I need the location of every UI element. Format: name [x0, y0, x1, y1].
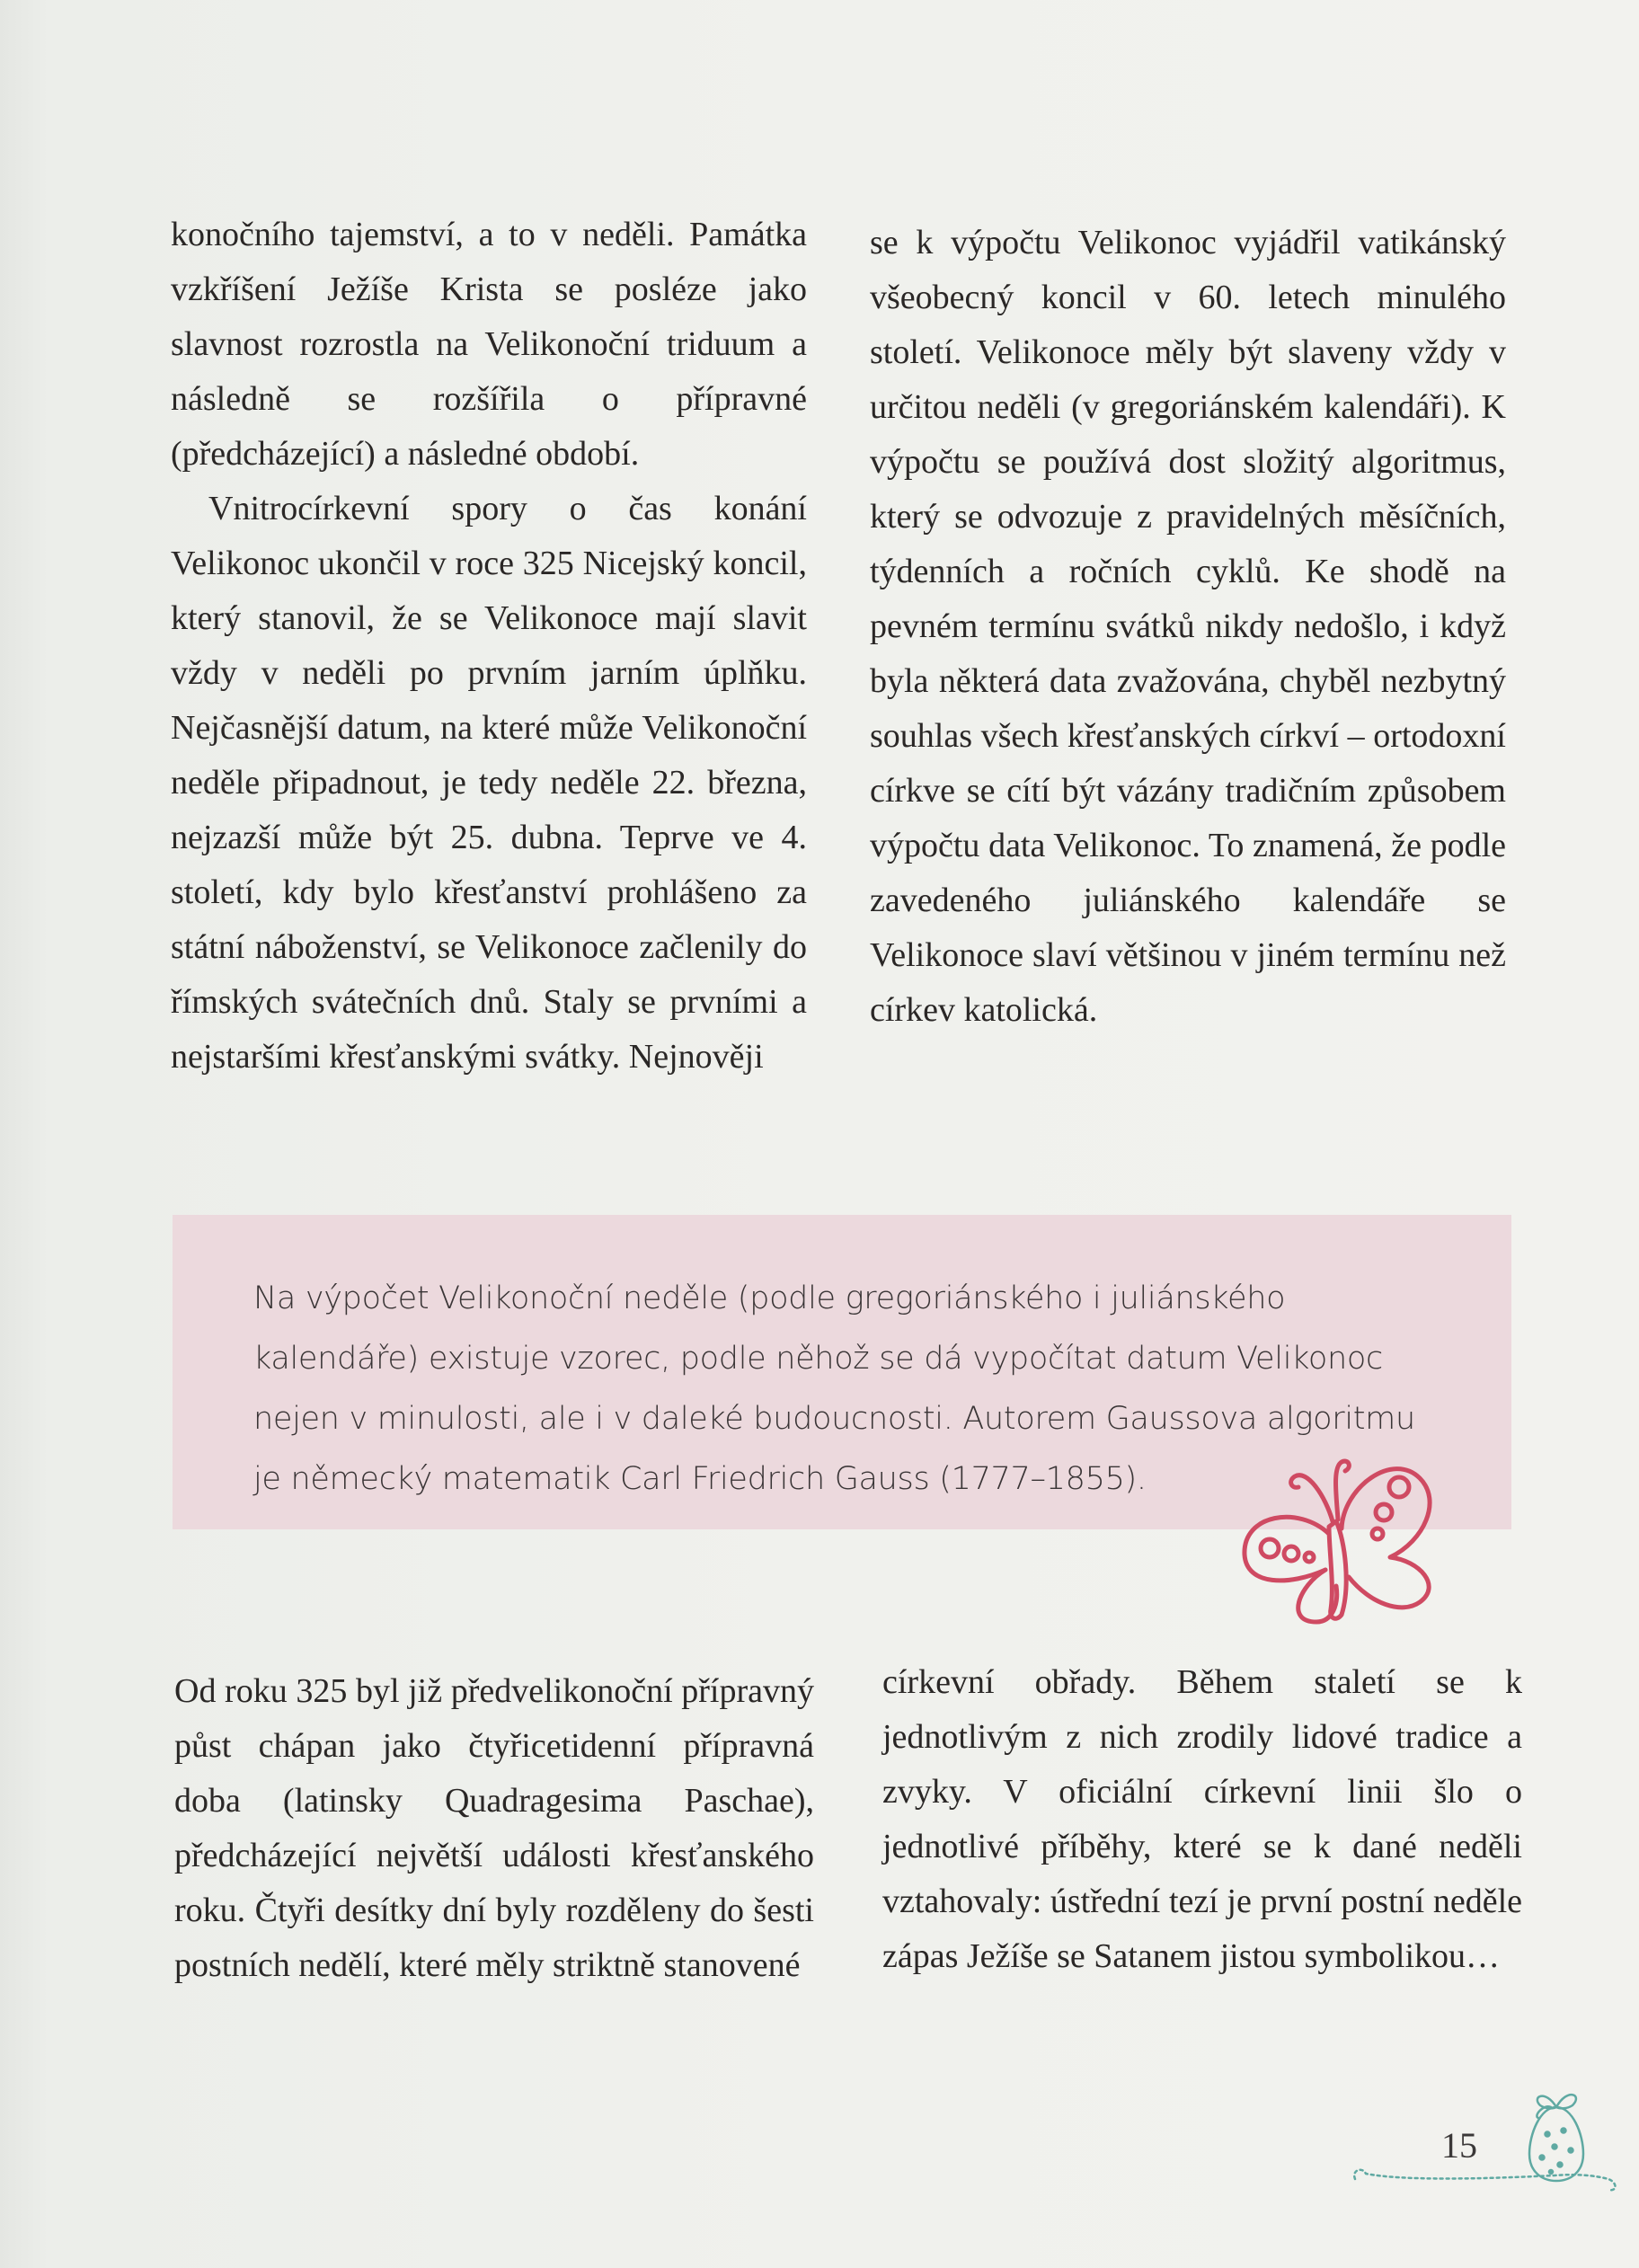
- column-top-left: [171, 208, 807, 1085]
- page-number: 15: [1441, 2125, 1477, 2166]
- paragraph: konočního tajemství, a to v neděli. Památka vzkříšení Ježíše Krista se posléze jako slavnost rozrostla na Velikonoční triduum a následně se rozšířila o přípravné (předcházející) a následné období.: [171, 216, 807, 473]
- paragraph: církevní obřady. Během staletí se k jednotlivým z nich zrodily lidové tradice a zvyky. V oficiální církevní linii šlo o jednotlivé příběhy, které se k dané neděli vztahovaly: ústřední tezí je první postní neděle zápas Ježíše se Satanem jistou symbolikou…: [882, 1663, 1522, 1975]
- butterfly-icon: [1236, 1451, 1451, 1631]
- paragraph: Vnitrocírkevní spory o čas konání Velikonoc ukončil v roce 325 Nicejský koncil, který stanovil, že se Velikonoce mají slavit vždy v neděli po prvním jarním úplňku. Nejčasnější datum, na které může Velikonoční neděle připadnout, je tedy neděle 22. března, nejzazší může být 25. dubna. Teprve ve 4. století, kdy bylo křesťanství prohlášeno za státní náboženství, se Velikonoce začlenily do římských svátečních dnů. Staly se prvními a nejstaršími křesťanskými svátky. Nejnověji: [171, 490, 807, 1076]
- column-bottom-left: [174, 1664, 814, 1993]
- paragraph: Od roku 325 byl již předvelikonoční přípravný půst chápan jako čtyřicetidenní přípravná doba (latinsky Quadragesima Paschae), předcházející největší události křesťanského roku. Čtyři desítky dní byly rozděleny do šesti postních nedělí, které měly striktně stanovené: [174, 1672, 814, 1984]
- column-bottom-right: [882, 1655, 1522, 1984]
- easter-egg-icon: [1348, 2044, 1626, 2224]
- paragraph: se k výpočtu Velikonoc vyjádřil vatikánský všeobecný koncil v 60. letech minulého století. Velikonoce měly být slaveny vždy v určitou neděli (v gregoriánském kalendáři). K výpočtu se používá dost složitý algoritmus, který se odvozuje z pravidelných měsíčních, týdenních a ročních cyklů. Ke shodě na pevném termínu svátků nikdy nedošlo, i když byla některá data zvažována, chyběl nezbytný souhlas všech křesťanských církví – ortodoxní církve se cítí být vázány tradičním způsobem výpočtu data Velikonoc. To znamená, že podle zavedeného juliánského kalendáře se Velikonoce slaví většinou v jiném termínu než církev katolická.: [870, 224, 1506, 1029]
- note-text: Na výpočet Velikonoční neděle (podle gregoriánského i juliánského kalendáře) existuje vzorec, podle něhož se dá vypočítat datum Velikonoc nejen v minulosti, ale i v daleké budoucnosti. Autorem Gaussova algoritmu je německý matematik Carl Friedrich Gauss (1777–1855).: [253, 1280, 1415, 1497]
- column-top-right: [870, 216, 1506, 1038]
